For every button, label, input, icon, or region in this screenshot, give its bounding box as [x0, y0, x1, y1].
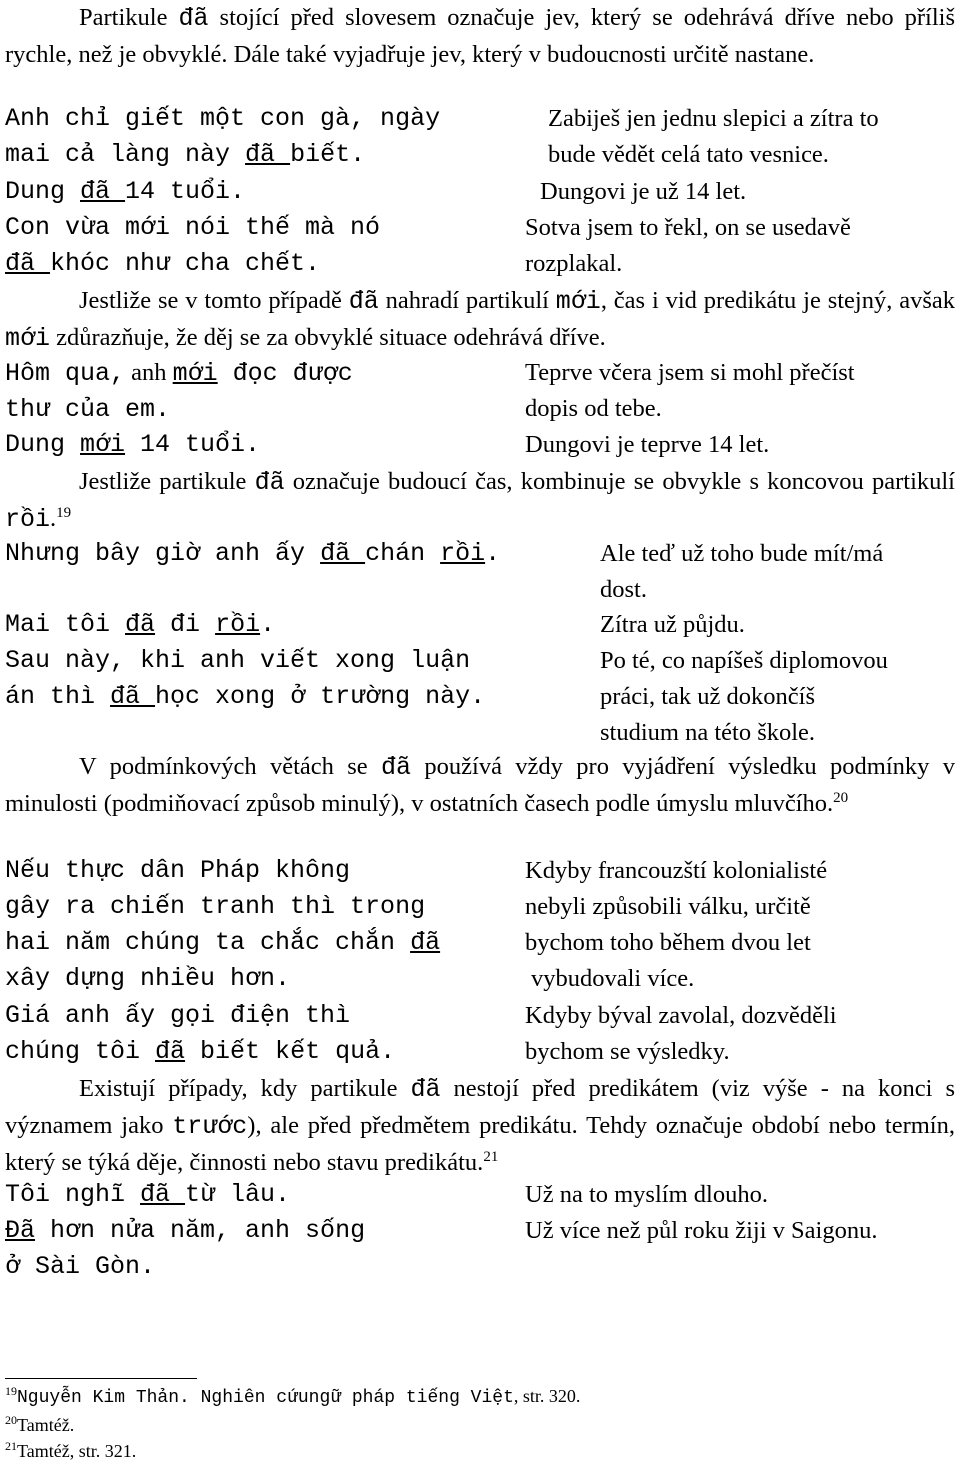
footnote-19: $^{19}$Nguyễn Kim Thản. Nghiên cứungữ pháp tiếng Việt, str. 320.	[5, 1384, 581, 1408]
footnote-ref: 21	[483, 1148, 499, 1165]
example-vietnamese: Hôm qua, anh mới đọc được thư của em.	[5, 359, 353, 424]
example-vietnamese: Đã hơn nửa năm, anh sống ở Sài Gòn.	[5, 1216, 366, 1281]
footnote-ref: 19	[56, 504, 72, 521]
example-czech: Dungovi je už 14 let.	[540, 178, 747, 205]
example-vietnamese: Nhưng bây giờ anh ấy đã chán rồi.	[5, 539, 501, 568]
example-vietnamese: Nếu thực dân Pháp không gây ra chiến tranh thì trong hai năm chúng ta chắc chắn đã xây dựng nhiều hơn.	[5, 856, 441, 993]
example-vietnamese: Dung mới 14 tuổi.	[5, 430, 261, 459]
paragraph-moi: Jestliže se v tomto případě đã nahradí partikulí mới, čas i vid predikátu je stejný, avšak mới zdůrazňuje, že děj se za obvyklé situace odehrává dříve.	[5, 287, 955, 353]
example-czech: Sotva jsem to řekl, on se usedavě rozplakal.	[525, 214, 851, 277]
example-vietnamese: Giá anh ấy gọi điện thì chúng tôi đã biết kết quả.	[5, 1001, 396, 1066]
footnote-21: $^{21}$Tamtéž, str. 321.	[5, 1439, 137, 1461]
example-czech: Po té, co napíšeš diplomovou práci, tak už dokončíš studium na této škole.	[600, 647, 888, 746]
example-czech: Už na to myslím dlouho.	[525, 1181, 768, 1208]
example-czech: Dungovi je teprve 14 let.	[525, 431, 770, 458]
example-vietnamese: Con vừa mới nói thế mà nó đã khóc như cha chết.	[5, 213, 381, 278]
example-vietnamese: Tôi nghĩ đã từ lâu.	[5, 1180, 291, 1209]
example-czech: Zabiješ jen jednu slepici a zítra to bude vědět celá tato vesnice.	[548, 105, 879, 168]
paragraph-future: Jestliže partikule đã označuje budoucí čas, kombinuje se obvykle s koncovou partikulí rồi.$^{19}$	[5, 468, 955, 534]
example-vietnamese: Mai tôi đã đi rồi.	[5, 610, 276, 639]
paragraph-intro: Partikule đã stojící před slovesem označuje jev, který se odehrává dříve nebo příliš rychle, než je obvyklé. Dále také vyjadřuje jev, který v budoucnosti určitě nastane.	[5, 4, 955, 68]
footnote-20: $^{20}$Tamtéž.	[5, 1413, 75, 1435]
paragraph-before-subject: Existují případy, kdy partikule đã nestojí před predikátem (viz výše - na konci s významem jako trước), ale před předmětem predikátu. Tehdy označuje období nebo termín, který se týká děje, činnosti nebo stavu predikátu.$^{21}$	[5, 1075, 956, 1176]
particle-da: đã	[178, 4, 209, 33]
example-czech: Teprve včera jsem si mohl přečíst dopis od tebe.	[525, 359, 855, 422]
example-vietnamese: Sau này, khi anh viết xong luận án thì đã học xong ở trường này.	[5, 646, 486, 711]
example-czech: Ale teď už toho bude mít/má dost.	[600, 540, 884, 603]
paragraph-conditional: V podmínkových větách se đã používá vždy pro vyjádření výsledku podmínky v minulosti (podmiňovací způsob minulý), v ostatních časech podle úmyslu mluvčího.$^{20}$	[5, 753, 955, 817]
example-czech: Kdyby býval zavolal, dozvěděli bychom se výsledky.	[525, 1002, 837, 1065]
example-czech: Zítra už půjdu.	[600, 611, 745, 638]
footnote-ref: 20	[833, 789, 849, 806]
example-czech: Už více než půl roku žiji v Saigonu.	[525, 1217, 878, 1244]
example-vietnamese: Anh chỉ giết một con gà, ngày mai cả làng này đã biết.	[5, 104, 441, 169]
footnote-divider	[5, 1378, 197, 1379]
example-czech: Kdyby francouzští kolonialisté nebyli způsobili válku, určitě bychom toho během dvou let vybudovali více.	[525, 857, 828, 992]
example-vietnamese: Dung đã 14 tuổi.	[5, 177, 246, 206]
